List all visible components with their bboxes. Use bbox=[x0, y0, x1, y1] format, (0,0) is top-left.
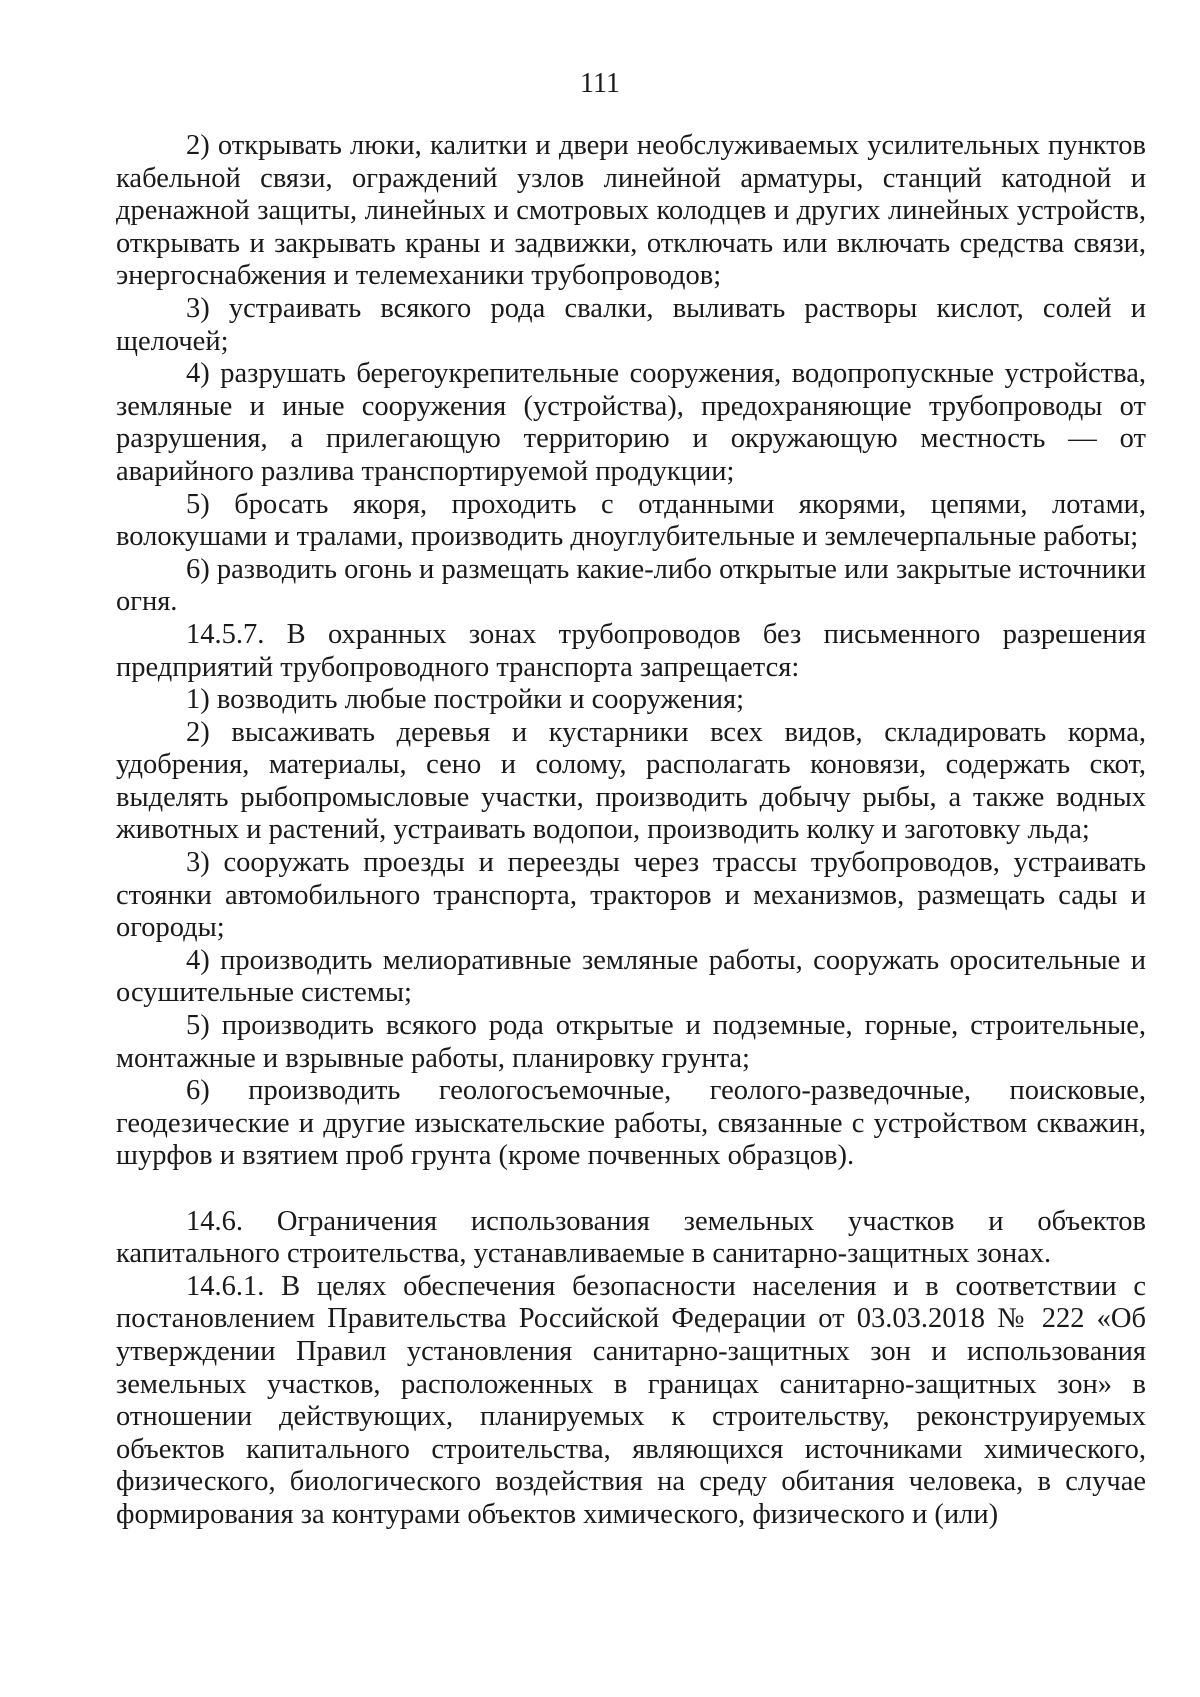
list-item: 1) возводить любые постройки и сооружения; bbox=[186, 684, 745, 716]
list-item: 2) открывать люки, калитки и двери необслуживаемых усилительных пунктов кабельной связи, ограждений узлов линейной арматуры, станций катодной и дренажной защиты, линейных и смотровых колодцев и других линейных устройств, открывать и закрывать краны и задвижки, отключать или включать средства связи, энергоснабжения и телемеханики трубопроводов; bbox=[116, 130, 1146, 292]
page-number: 111 bbox=[580, 68, 620, 99]
clause-paragraph: 14.6.1. В целях обеспечения безопасности населения и в соответствии с постановлением Правительства Российской Федерации от 03.03.2018 № 222 «Об утверждении Правил установления санитарно-защитных зон и использования земельных участков, расположенных в границах санитарно-защитных зон» в отношении действующих, планируемых к строительству, реконструируемых объектов капитального строительства, являющихся источниками химического, физического, биологического воздействия на среду обитания человека, в случае формирования за контурами объектов химического, физического и (или) bbox=[116, 1270, 1146, 1530]
section-heading: 14.6. Ограничения использования земельных участков и объектов капитального строительства, устанавливаемые в санитарно-защитных зонах. bbox=[116, 1205, 1146, 1270]
document-body bbox=[116, 130, 1146, 1532]
list-item: 4) производить мелиоративные земляные работы, сооружать оросительные и осушительные системы; bbox=[116, 944, 1146, 1009]
clause-paragraph: 14.5.7. В охранных зонах трубопроводов без письменного разрешения предприятий трубопроводного транспорта запрещается: bbox=[116, 618, 1146, 683]
list-item: 6) разводить огонь и размещать какие-либо открытые или закрытые источники огня. bbox=[116, 553, 1146, 618]
list-item: 3) сооружать проезды и переезды через трассы трубопроводов, устраивать стоянки автомобильного транспорта, тракторов и механизмов, размещать сады и огороды; bbox=[116, 847, 1146, 944]
list-item: 3) устраивать всякого рода свалки, выливать растворы кислот, солей и щелочей; bbox=[116, 292, 1146, 357]
list-item: 2) высаживать деревья и кустарники всех видов, складировать корма, удобрения, материалы, сено и солому, располагать коновязи, содержать скот, выделять рыбопромысловые участки, производить добычу рыбы, а также водных животных и растений, устраивать водопои, производить колку и заготовку льда; bbox=[116, 716, 1146, 846]
list-item: 5) бросать якоря, проходить с отданными якорями, цепями, лотами, волокушами и тралами, производить дноуглубительные и землечерпальные работы; bbox=[116, 488, 1146, 553]
list-item: 5) производить всякого рода открытые и подземные, горные, строительные, монтажные и взрывные работы, планировку грунта; bbox=[116, 1010, 1146, 1074]
list-item: 6) производить геологосъемочные, геолого-разведочные, поисковые, геодезические и другие изыскательские работы, связанные с устройством скважин, шурфов и взятием проб грунта (кроме почвенных образцов). bbox=[116, 1075, 1146, 1172]
list-item: 4) разрушать берегоукрепительные сооружения, водопропускные устройства, земляные и иные сооружения (устройства), предохраняющие трубопроводы от разрушения, а прилегающую территорию и окружающую местность — от аварийного разлива транспортируемой продукции; bbox=[116, 358, 1146, 487]
